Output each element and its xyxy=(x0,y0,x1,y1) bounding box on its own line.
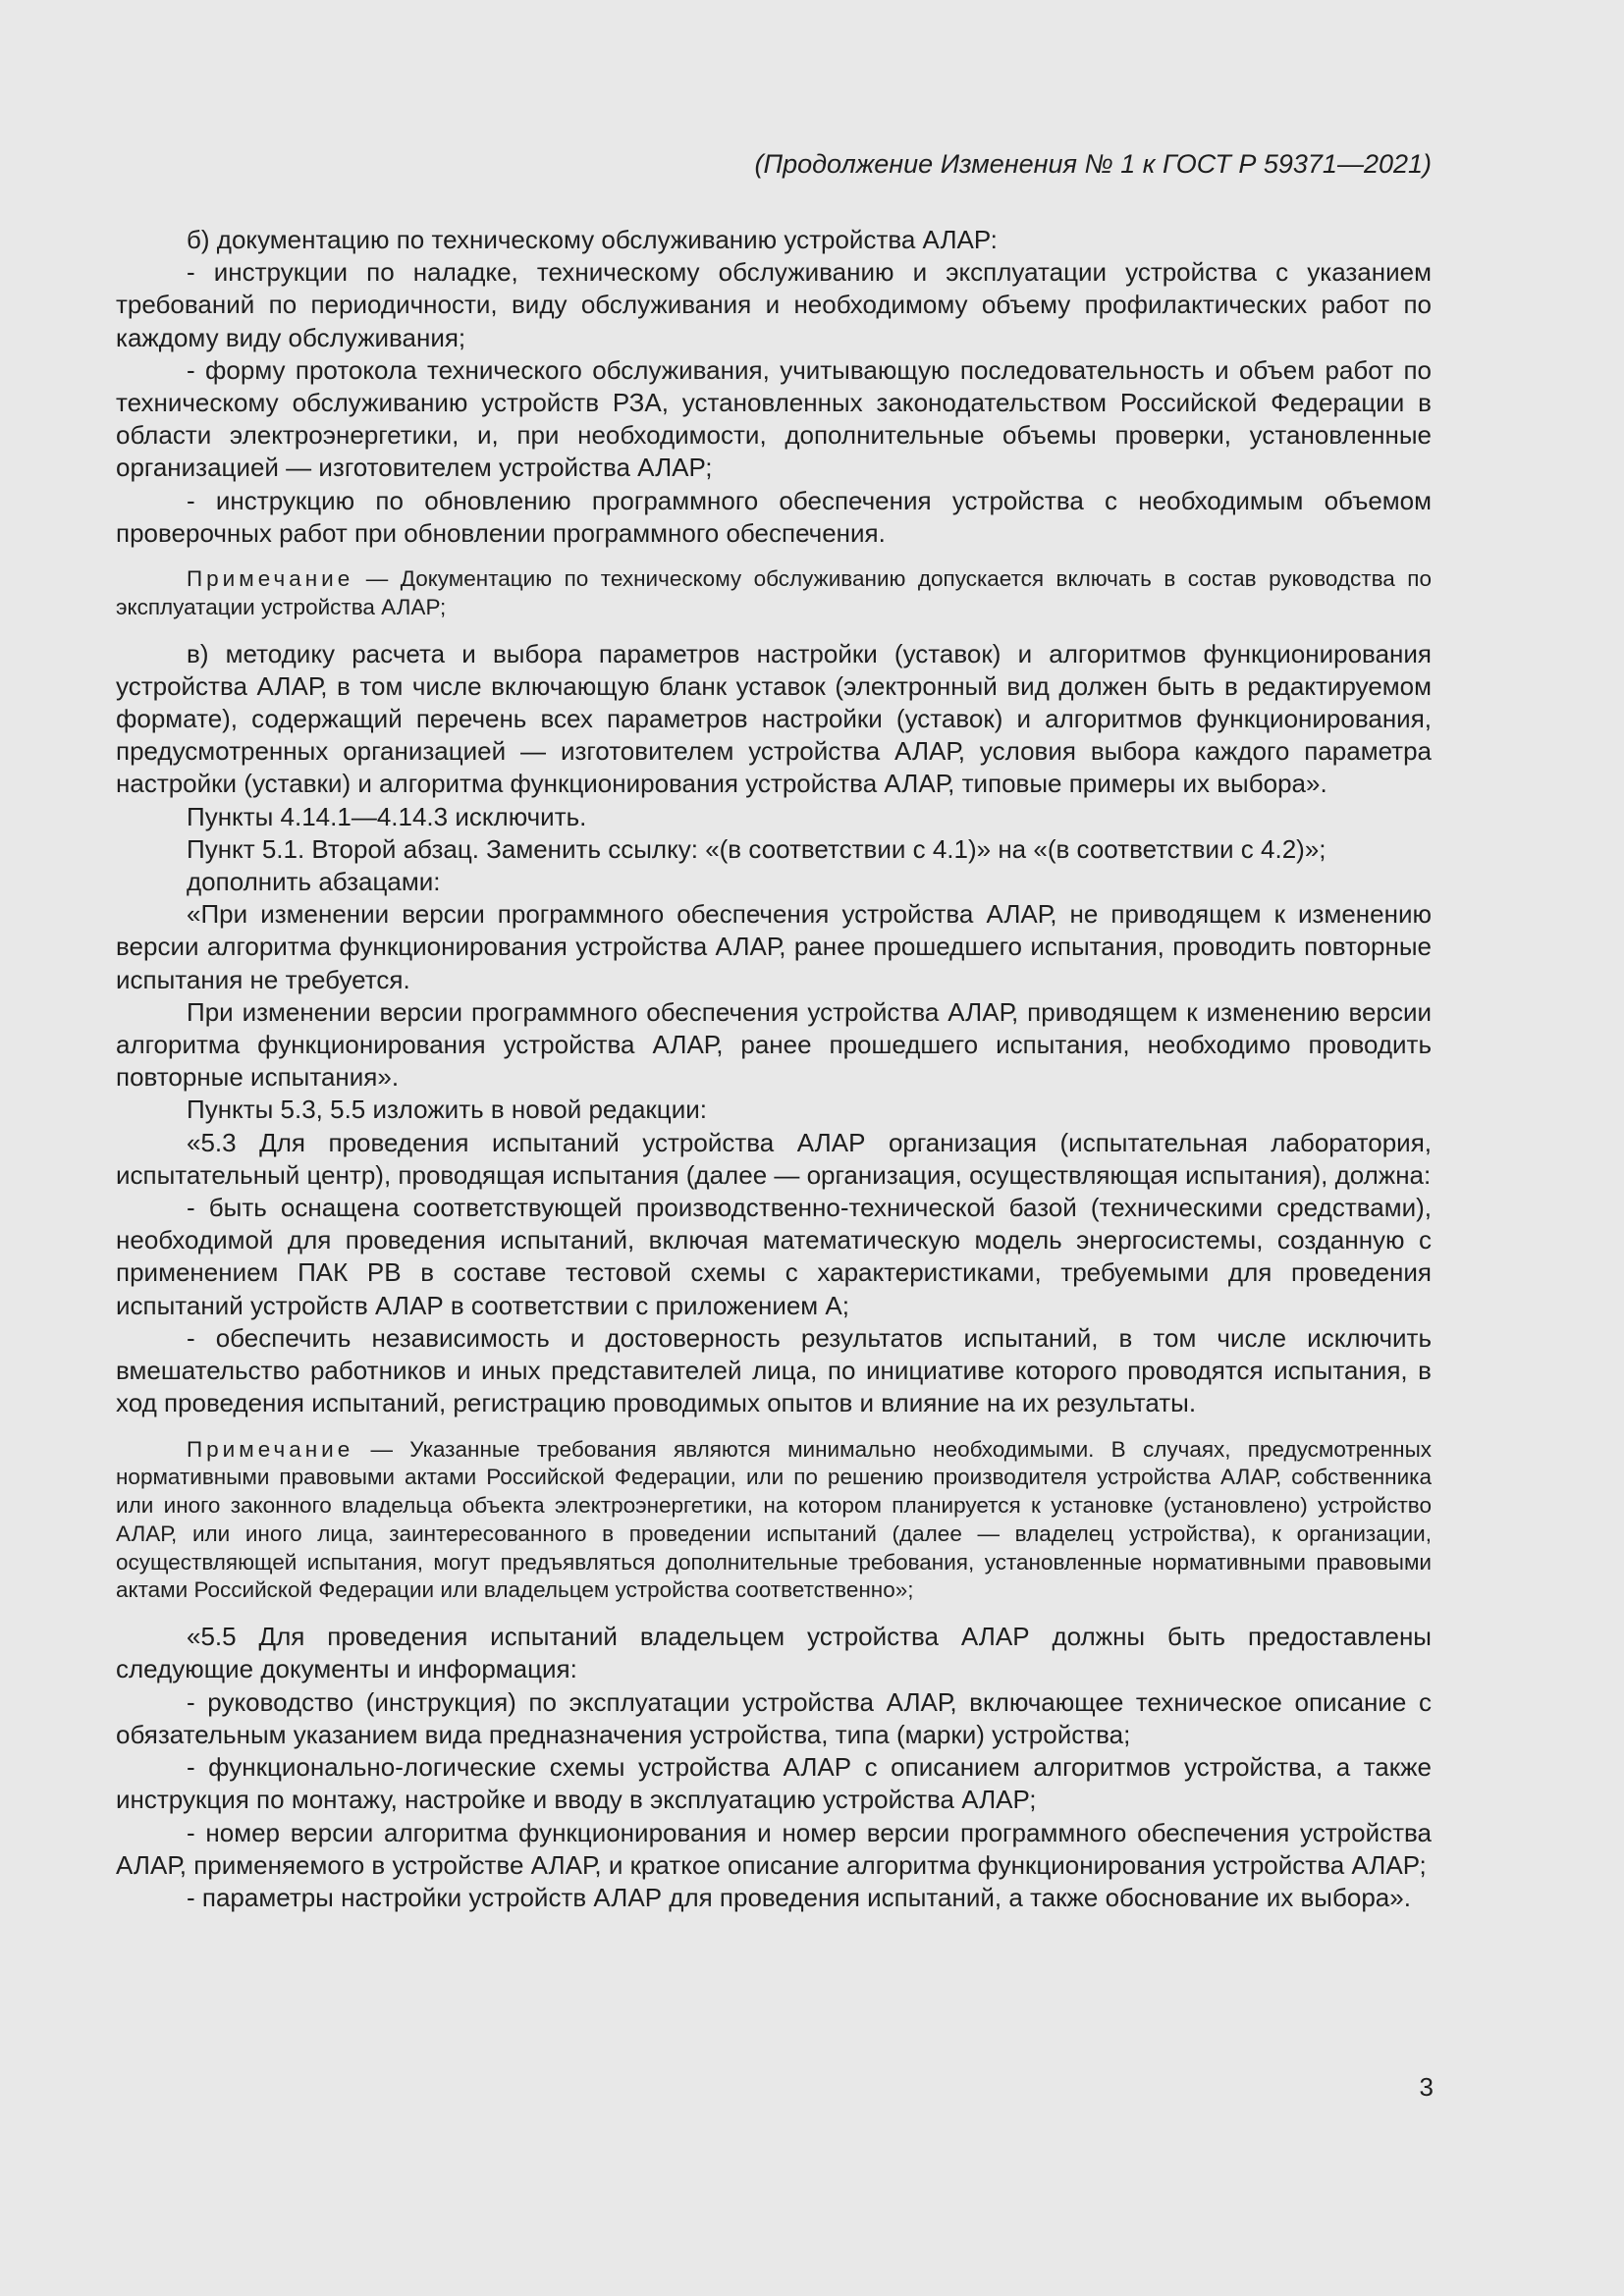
paragraph: дополнить абзацами: xyxy=(187,867,441,897)
note-label: Примечание xyxy=(187,1436,354,1462)
note-text: — Указанные требования являются минимально необходимыми. В случаях, предусмотренных нормативными правовыми актами Российской Федерации, или по решению производителя устройства АЛАР, собственника или иного законного владельца объекта электроэнергетики, на котором планируется к установке (установлено) устройство АЛАР, или иного лица, заинтересованного в проведении испытаний (далее — владелец устройства), к организации, осуществляющей испытания, могут предъявляться дополнительные требования, установленные нормативными правовыми актами Российской Федерации или владельцем устройства соответственно»; xyxy=(116,1436,1432,1603)
paragraph: Пункты 5.3, 5.5 изложить в новой редакции: xyxy=(187,1095,707,1125)
page-number: 3 xyxy=(1419,2072,1434,2102)
paragraph: «5.3 Для проведения испытаний устройства АЛАР организация (испытательная лаборатория, испытательный центр), проводящая испытания (далее — организация, осуществляющая испытания), должна: xyxy=(116,1127,1432,1190)
list-item: - обеспечить независимость и достоверность результатов испытаний, в том числе исключить вмешательство работников и иных представителей лица, по инициативе которого проводятся испытания, в ход проведения испытаний, регистрацию проводимых опытов и влияние на их результаты. xyxy=(116,1322,1432,1418)
note-text: — Документацию по техническому обслуживанию допускается включать в состав руководства по эксплуатации устройства АЛАР; xyxy=(116,566,1432,619)
document-page xyxy=(116,147,1432,1914)
list-item: - руководство (инструкция) по эксплуатации устройства АЛАР, включающее техническое описание с обязательным указанием вида предназначения устройства, типа (марки) устройства; xyxy=(116,1686,1432,1749)
list-item: - инструкцию по обновлению программного обеспечения устройства с необходимым объемом проверочных работ при обновлении программного обеспечения. xyxy=(116,485,1432,548)
list-item: - номер версии алгоритма функционирования и номер версии программного обеспечения устройства АЛАР, применяемого в устройстве АЛАР, и краткое описание алгоритма функционирования устройства АЛАР; xyxy=(116,1817,1432,1880)
note-label: Примечание xyxy=(187,566,354,592)
paragraph: б) документацию по техническому обслуживанию устройства АЛАР: xyxy=(187,225,998,254)
page-header: (Продолжение Изменения № 1 к ГОСТ Р 59371—2021) xyxy=(754,149,1432,179)
list-item: - функционально-логические схемы устройства АЛАР с описанием алгоритмов устройства, а также инструкция по монтажу, настройке и вводу в эксплуатацию устройства АЛАР; xyxy=(116,1752,1432,1815)
list-item: - быть оснащена соответствующей производственно-технической базой (техническими средствами), необходимой для проведения испытаний, включая математическую модель энергосистемы, созданную с применением ПАК РВ в составе тестовой схемы с характеристиками, требуемыми для проведения испытаний устройств АЛАР в соответствии с приложением А; xyxy=(116,1193,1432,1320)
list-item: - параметры настройки устройств АЛАР для проведения испытаний, а также обоснование их выбора». xyxy=(187,1882,1411,1912)
paragraph: Пункт 5.1. Второй абзац. Заменить ссылку: «(в соответствии с 4.1)» на «(в соответствии с 4.2)»; xyxy=(187,833,1326,864)
paragraph: При изменении версии программного обеспечения устройства АЛАР, приводящем к изменению версии алгоритма функционирования устройства АЛАР, ранее прошедшего испытания, необходимо проводить повторные испытания». xyxy=(116,996,1432,1093)
paragraph: Пункты 4.14.1—4.14.3 исключить. xyxy=(187,801,587,831)
list-item: - инструкции по наладке, техническому обслуживанию и эксплуатации устройства с указанием требований по периодичности, виду обслуживания и необходимому объему профилактических работ по каждому виду обслуживания; xyxy=(116,257,1432,352)
note xyxy=(116,1436,1432,1606)
list-item: - форму протокола технического обслуживания, учитывающую последовательность и объем работ по техническому обслуживанию устройств РЗА, установленных законодательством Российской Федерации в области электроэнергетики, и, при необходимости, дополнительные объемы проверки, установленные организацией — изготовителем устройства АЛАР; xyxy=(116,354,1432,483)
note xyxy=(116,565,1432,622)
paragraph: в) методику расчета и выбора параметров настройки (уставок) и алгоритмов функционирования устройства АЛАР, в том числе включающую бланк уставок (электронный вид должен быть в редактируемом формате), содержащий перечень всех параметров настройки (уставок) и алгоритмов функционирования, предусмотренных организацией — изготовителем устройства АЛАР, условия выбора каждого параметра настройки (уставки) и алгоритма функционирования устройства АЛАР, типовые примеры их выбора». xyxy=(116,638,1432,799)
paragraph: «5.5 Для проведения испытаний владельцем устройства АЛАР должны быть предоставлены следующие документы и информация: xyxy=(116,1622,1432,1684)
paragraph: «При изменении версии программного обеспечения устройства АЛАР, не приводящем к изменению версии алгоритма функционирования устройства АЛАР, ранее прошедшего испытания, проводить повторные испытания не требуется. xyxy=(116,899,1432,994)
